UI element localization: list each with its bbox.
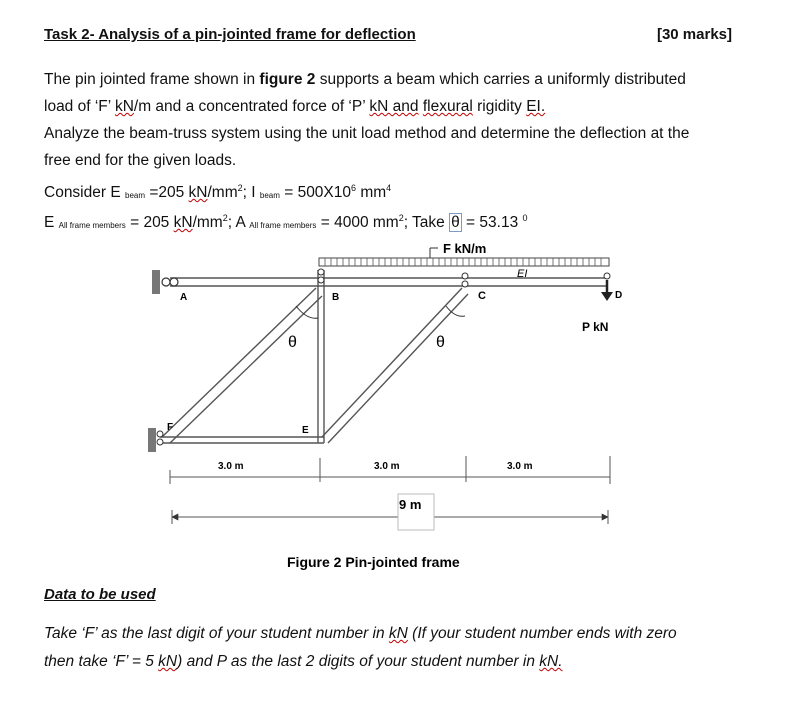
- dim-label-2: 3.0 m: [374, 461, 400, 472]
- dim-total-label: 9 m: [399, 497, 422, 512]
- param-line-2: E All frame members = 205 $kN/mm^2$; A All frame members = 4000 $mm^2$; Take θ = 53.13 $^0$: [44, 213, 528, 231]
- theta-label-1: θ: [288, 334, 297, 351]
- dim-label-3: 3.0 m: [507, 461, 533, 472]
- param-line-1: Consider E beam =205 $kN/mm^2$; I beam = $500X10^6$ $mm^4$: [44, 183, 392, 201]
- support-a: [152, 270, 178, 294]
- intro-line-3: Analyze the beam-truss system using the unit load method and determine the deflection at the: [44, 125, 690, 142]
- dim-label-1: 3.0 m: [218, 461, 244, 472]
- intro-line-2: load of ‘F’ kN/m and a concentrated force of ‘P’ kN and flexural rigidity EI.: [44, 98, 546, 115]
- ei-label: EI: [517, 268, 528, 280]
- joint-c: [462, 273, 468, 287]
- intro-line-4: free end for the given loads.: [44, 152, 237, 169]
- data-line-2: then take ‘F’ = 5 kN) and P as the last 2 digits of your student number in kN.: [44, 653, 563, 670]
- task-title: Task 2- Analysis of a pin-jointed frame for deflection: [44, 26, 416, 43]
- marks-label: [30 marks]: [656, 26, 732, 43]
- theta-arc-1: [296, 306, 318, 318]
- node-d-label: D: [615, 290, 623, 301]
- node-b-label: B: [332, 292, 340, 303]
- data-line-1: Take ‘F’ as the last digit of your student number in kN (If your student number ends with zero: [44, 625, 677, 642]
- support-f: [148, 428, 163, 452]
- load-p-label: P kN: [582, 320, 609, 334]
- node-e-label: E: [302, 425, 309, 436]
- point-load-p: [601, 273, 613, 301]
- intro-line-1: The pin jointed frame shown in figure 2 supports a beam which carries a uniformly distributed: [44, 71, 686, 88]
- beam: [170, 278, 606, 286]
- node-c-label: C: [478, 290, 486, 302]
- figure-caption: Figure 2 Pin-jointed frame: [287, 554, 460, 570]
- udl-label: F kN/m: [443, 241, 487, 256]
- theta-label-2: θ: [436, 334, 445, 351]
- data-paragraph: [44, 620, 764, 676]
- data-heading: Data to be used: [44, 586, 156, 603]
- truss-members: [160, 270, 468, 443]
- node-a-label: A: [180, 292, 188, 303]
- joint-b: [318, 269, 324, 283]
- node-f-label: F: [167, 422, 174, 433]
